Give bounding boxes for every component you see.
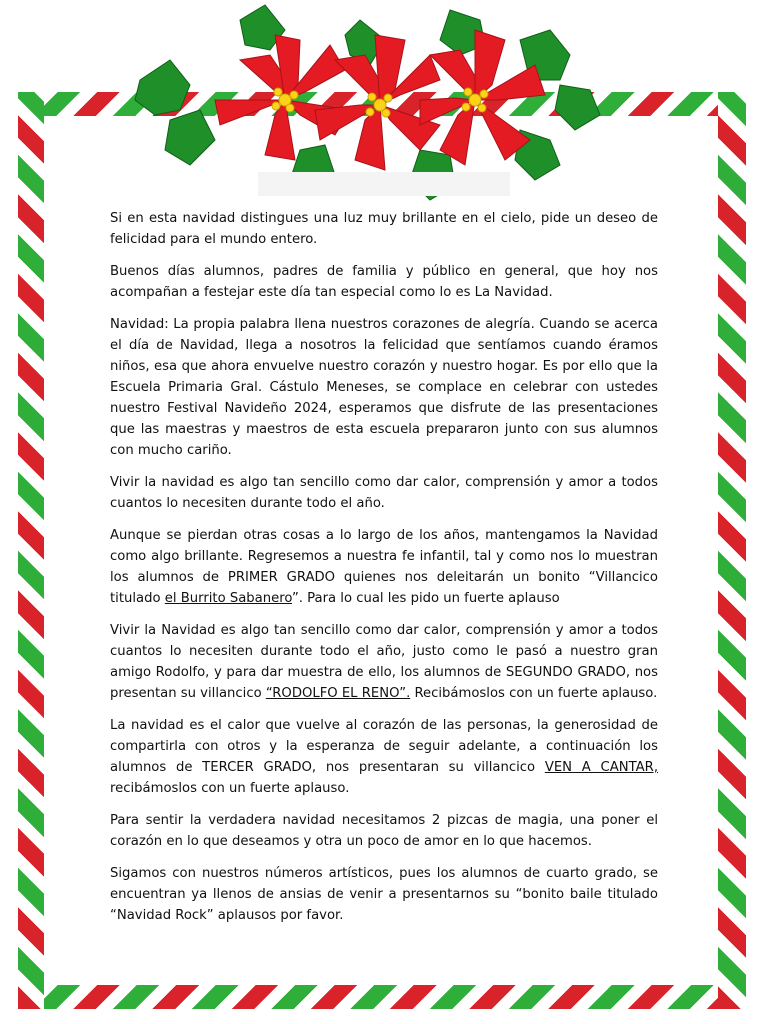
paragraph-5 [110,525,658,609]
paragraph-4: Vivir la navidad es algo tan sencillo como dar calor, comprensión y amor a todos cuantos lo necesiten durante todo el año. [110,475,658,511]
border-bottom [18,985,746,1009]
border-right [718,92,746,1009]
song-title-rodolfo: “RODOLFO EL RENO”. [265,686,411,701]
paragraph-7 [110,715,658,799]
speech-text [110,208,658,937]
song-title-burrito: el Burrito Sabanero [164,591,292,606]
paragraph-9: Sigamos con nuestros números artísticos, pues los alumnos de cuarto grado, se encuentran ya llenos de ansias de venir a presentarnos su “bonito baile titulado “Navidad Rock” aplausos por favor. [110,866,658,923]
paragraph-7-text: La navidad es el calor que vuelve al corazón de las personas, la generosidad de compartirla con otros y la esperanza de seguir adelante, a continuación los alumnos de TERCER GRADO, nos presentaran su villancico [110,718,658,775]
paragraph-5-end: ”. Para lo cual les pido un fuerte aplauso [291,591,560,606]
blank-banner [258,172,510,196]
paragraph-6 [110,620,658,704]
song-title-ven-a-cantar: VEN A CANTAR, [544,760,659,775]
border-left [18,92,44,1009]
paragraph-5-text: Aunque se pierdan otras cosas a lo largo de los años, mantengamos la Navidad como algo brillante. Regresemos a nuestra fe infantil, tal y como nos lo muestran los alumnos de PRIMER GRADO quienes nos deleitarán un bonito “Villancico titulado [110,528,658,606]
paragraph-6-text: Vivir la Navidad es algo tan sencillo como dar calor, comprensión y amor a todos cuantos lo necesiten durante todo el año, justo como le pasó a nuestro gran amigo Rodolfo, y para dar muestra de ello, los alumnos de SEGUNDO GRADO, nos presentan su villancico [110,623,658,701]
paragraph-8: Para sentir la verdadera navidad necesitamos 2 pizcas de magia, una poner el corazón en lo que deseamos y otra un poco de amor en lo que hacemos. [110,813,658,849]
paragraph-3: Navidad: La propia palabra llena nuestros corazones de alegría. Cuando se acerca el día de Navidad, llega a nosotros la felicidad que sentíamos cuando éramos niños, esa que ahora envuelve nuestro corazón y nuestro hogar. Es por ello que la Escuela Primaria Gral. Cástulo Meneses, se complace en celebrar con ustedes nuestro Festival Navideño 2024, esperamos que disfrute de las presentaciones que las maestras y maestros de esta escuela prepararon junto con sus alumnos con mucho cariño. [110,317,658,458]
paragraph-6-end: Recibámoslos con un fuerte aplauso. [410,686,658,701]
paragraph-2: Buenos días alumnos, padres de familia y público en general, que hoy nos acompañan a festejar este día tan especial como lo es La Navidad. [110,264,658,300]
paragraph-1: Si en esta navidad distingues una luz muy brillante en el cielo, pide un deseo de felicidad para el mundo entero. [110,211,658,247]
paragraph-7-end: recibámoslos con un fuerte aplauso. [110,781,350,796]
